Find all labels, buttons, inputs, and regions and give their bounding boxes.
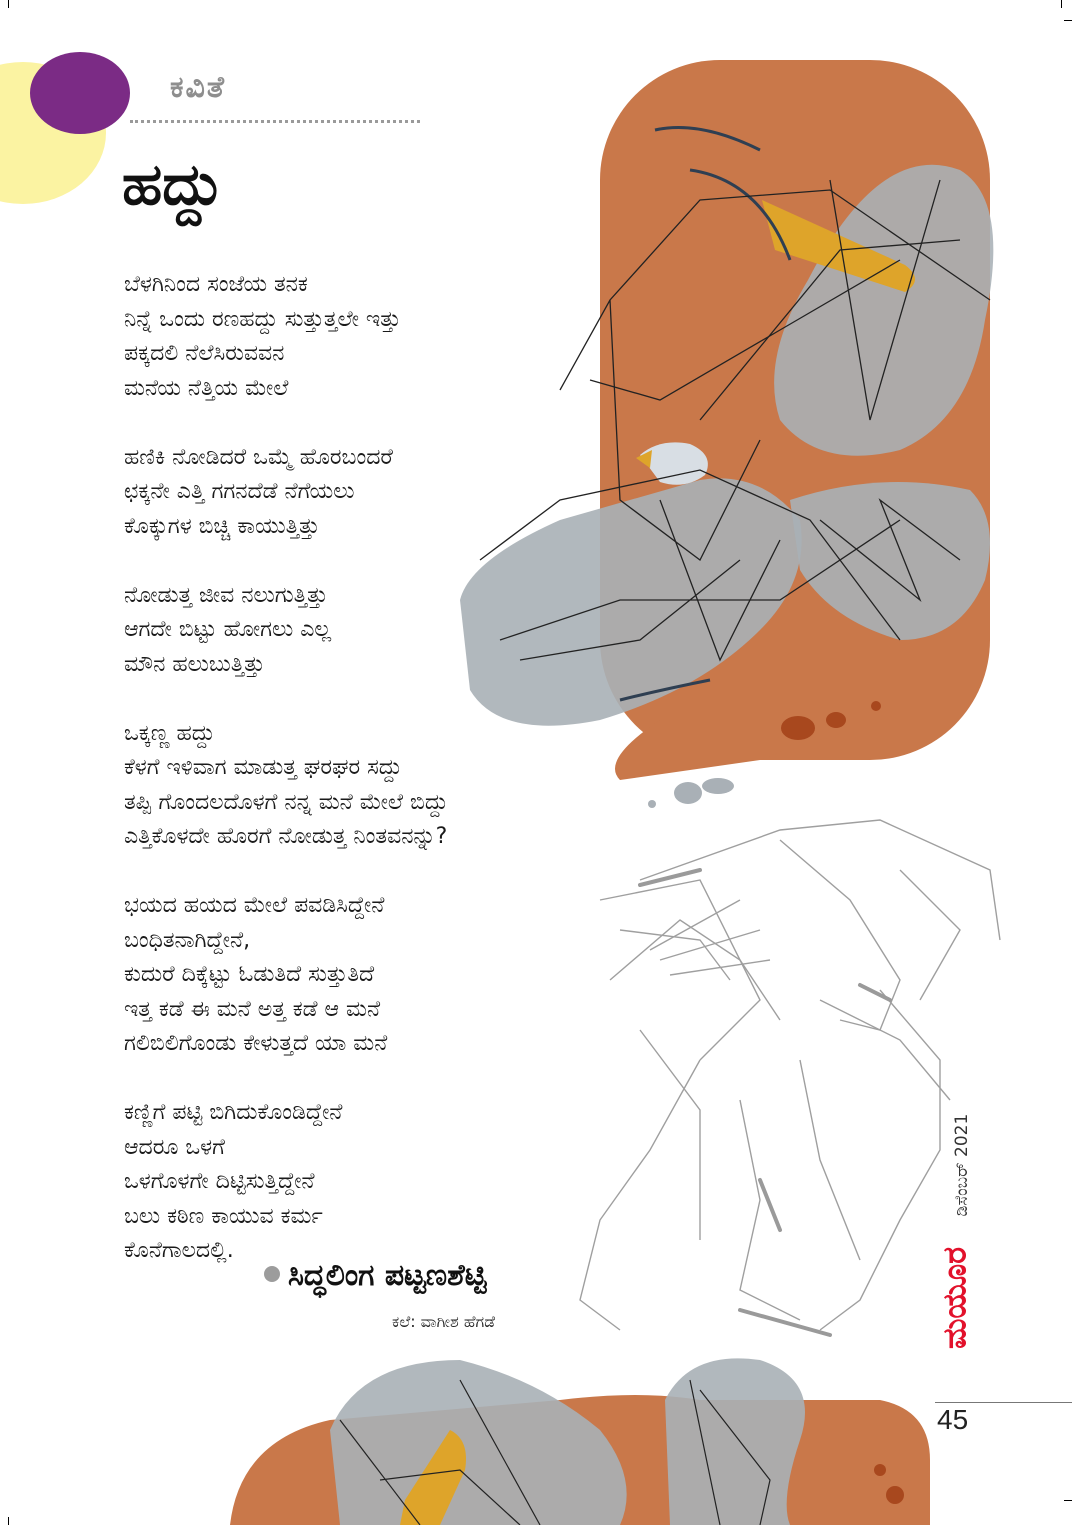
poem-line: ನೋಡುತ್ತ ಜೀವ ನಲುಗುತ್ತಿತ್ತು bbox=[124, 582, 328, 608]
poem-line: ಬೆಳಗಿನಿಂದ ಸಂಜೆಯ ತನಕ bbox=[124, 272, 308, 297]
dark-orange-spot bbox=[781, 716, 815, 740]
grey-dot bbox=[674, 782, 702, 804]
poem-line: ಪಕ್ಕದಲಿ ನೆಲೆಸಿರುವವನ bbox=[124, 341, 285, 366]
poem-stanza bbox=[124, 889, 624, 1062]
page-number: 45 bbox=[937, 1404, 969, 1435]
poem-stanza bbox=[124, 441, 624, 545]
poem-line: ಬಲು ಕಠಿಣ ಕಾಯುವ ಕರ್ಮ bbox=[124, 1203, 323, 1229]
poem-line: ಬಂಧಿತನಾಗಿದ್ದೇನೆ, bbox=[124, 927, 251, 953]
dotted-divider bbox=[130, 120, 420, 123]
grey-wing-shape bbox=[330, 1360, 627, 1525]
poem-line: ಎತ್ತಿಕೊಳದೇ ಹೊರಗೆ ನೋಡುತ್ತ ನಿಂತವನನ್ನು? bbox=[124, 824, 448, 849]
poem-line: ತಪ್ಪಿ ಗೊಂದಲದೊಳಗೆ ನನ್ನ ಮನೆ ಮೇಲೆ ಬಿದ್ದು bbox=[124, 789, 449, 815]
grey-dot bbox=[648, 800, 656, 808]
poem-line: ಆಗದೇ ಬಿಟ್ಟು ಹೋಗಲು ಎಲ್ಲ bbox=[124, 617, 332, 642]
grey-dot bbox=[702, 778, 734, 794]
dark-orange-spot bbox=[871, 701, 881, 711]
poem-line: ಇತ್ತ ಕಡೆ ಈ ಮನೆ ಅತ್ತ ಕಡೆ ಆ ಮನೆ bbox=[124, 996, 381, 1022]
poem-title: ಹದ್ದು bbox=[122, 150, 224, 218]
poem-line: ಕುದುರೆ ದಿಕ್ಕೆಟ್ಟು ಓಡುತಿದೆ ಸುತ್ತುತಿದೆ bbox=[124, 962, 375, 987]
art-credit: ಕಲೆ: ವಾಗೀಶ ಹೆಗಡೆ bbox=[392, 1312, 496, 1331]
poem-line: ಕಣ್ಣಿಗೆ ಪಟ್ಟಿ ಬಿಗಿದುಕೊಂಡಿದ್ದೇನೆ bbox=[124, 1100, 343, 1125]
poem-line: ಆದರೂ ಒಳಗೆ bbox=[124, 1134, 225, 1160]
poem-line: ಭಯದ ಹಯದ ಮೇಲೆ ಪವಡಿಸಿದ್ದೇನೆ bbox=[124, 893, 385, 918]
footer-rule bbox=[935, 1402, 1072, 1403]
poem-line: ಒಕ್ಕಣ್ಣ ಹದ್ದು bbox=[124, 720, 215, 746]
poem-stanza bbox=[124, 1096, 624, 1269]
poem-line: ಹಣಿಕಿ ನೋಡಿದರೆ ಒಮ್ಮೆ ಹೊರಬಂದರೆ bbox=[124, 444, 393, 470]
poem-stanza bbox=[124, 717, 624, 855]
poem-line: ನಿನ್ನೆ ಒಂದು ರಣಹದ್ದು ಸುತ್ತುತ್ತಲೇ ಇತ್ತು bbox=[124, 306, 401, 332]
grey-wing-shape bbox=[665, 1358, 805, 1525]
poem-line: ಗಲಿಬಿಲಿಗೊಂಡು ಕೇಳುತ್ತದೆ ಯಾ ಮನೆ bbox=[124, 1031, 388, 1056]
author-byline bbox=[264, 1258, 486, 1293]
poem-stanza bbox=[124, 268, 624, 406]
poem-line: ಮೌನ ಹಲುಬುತ್ತಿತ್ತು bbox=[124, 651, 265, 677]
section-label: ಕವಿತೆ bbox=[170, 70, 226, 105]
dark-orange-spot bbox=[826, 712, 846, 728]
author-name: ಸಿದ್ಧಲಿಂಗ ಪಟ್ಟಣಶೆಟ್ಟಿ bbox=[288, 1258, 487, 1293]
poem-line: ಕೆಳಗೆ ಇಳಿವಾಗ ಮಾಡುತ್ತ ಘರಘರ ಸದ್ದು bbox=[124, 755, 403, 780]
poem-line: ಒಳಗೊಳಗೇ ದಿಟ್ಟಿಸುತ್ತಿದ್ದೇನೆ bbox=[124, 1169, 315, 1194]
magazine-logo: ಮಯೂರ bbox=[935, 1246, 974, 1350]
bullet-icon bbox=[264, 1266, 280, 1282]
poem-stanza bbox=[124, 579, 624, 683]
issue-date: ಡಿಸೆಂಬರ್ 2021 bbox=[952, 1113, 972, 1217]
poem-line: ಕೊಕ್ಕುಗಳ ಬಿಚ್ಚಿ ಕಾಯುತ್ತಿತ್ತು bbox=[124, 513, 320, 539]
poem-line: ಮನೆಯ ನೆತ್ತಿಯ ಮೇಲೆ bbox=[124, 375, 289, 401]
poem-body bbox=[124, 268, 624, 1303]
poem-line: ಕೊನೆಗಾಲದಲ್ಲಿ. bbox=[124, 1238, 234, 1263]
poem-line: ಛಕ್ಕನೇ ಎತ್ತಿ ಗಗನದೆಡೆ ನೆಗೆಯಲು bbox=[124, 479, 355, 504]
